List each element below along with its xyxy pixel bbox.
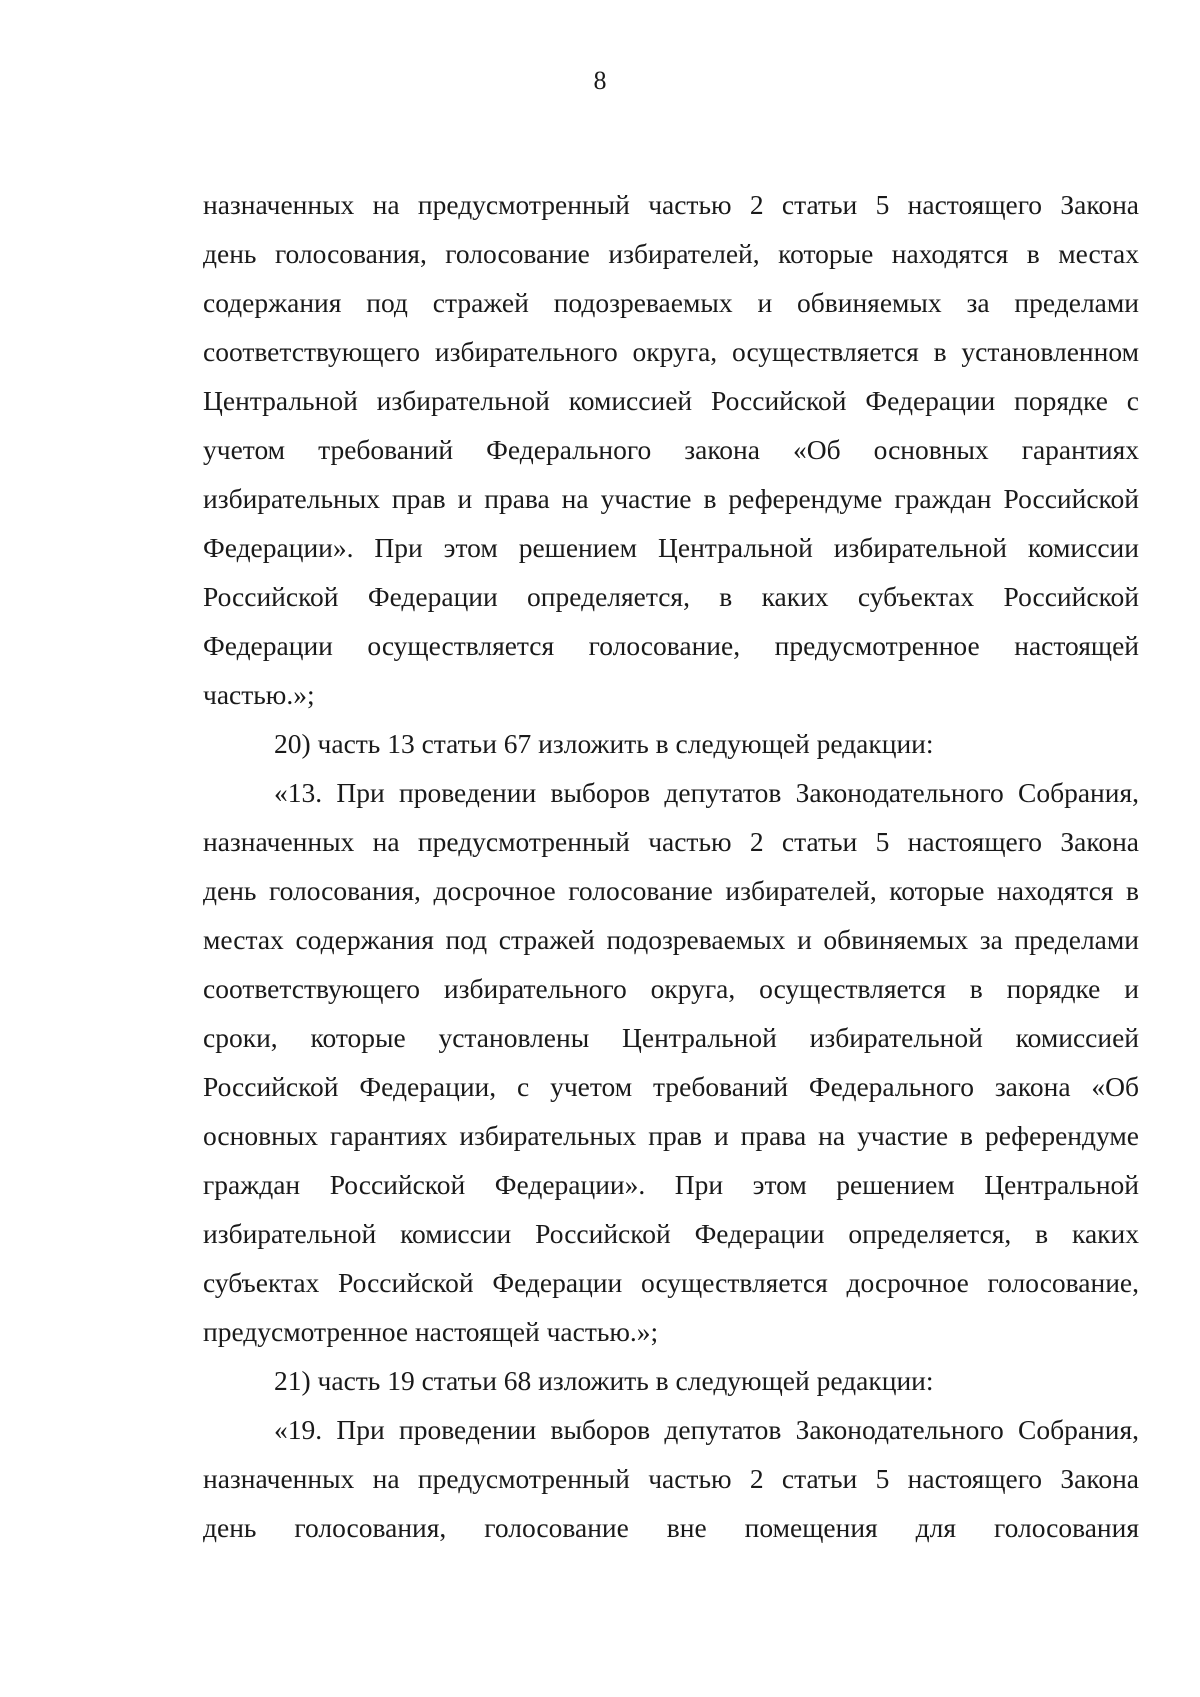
text-line: основных гарантиях избирательных прав и права на участие в референдуме (203, 1120, 1139, 1151)
text-line: Российской Федерации, с учетом требований Федерального закона «Об (203, 1071, 1139, 1102)
page-number: 8 (593, 66, 607, 95)
document-body (203, 180, 1139, 1552)
text-line: день голосования, досрочное голосование избирателей, которые находятся в (203, 875, 1139, 906)
text-line: учетом требований Федерального закона «Об основных гарантиях (203, 434, 1139, 465)
text-line: назначенных на предусмотренный частью 2 статьи 5 настоящего Закона (203, 826, 1139, 857)
text-line: назначенных на предусмотренный частью 2 статьи 5 настоящего Закона (203, 1463, 1139, 1494)
text-line: избирательной комиссии Российской Федерации определяется, в каких (203, 1218, 1139, 1249)
item-heading-20: 20) часть 13 статьи 67 изложить в следующей редакции: (274, 728, 934, 759)
text-line: содержания под стражей подозреваемых и обвиняемых за пределами (203, 287, 1139, 318)
text-line: субъектах Российской Федерации осуществляется досрочное голосование, (203, 1267, 1139, 1298)
text-line: граждан Российской Федерации». При этом решением Центральной (203, 1169, 1139, 1200)
text-line: соответствующего избирательного округа, осуществляется в порядке и (203, 973, 1139, 1004)
text-line: Центральной избирательной комиссией Российской Федерации порядке с (203, 385, 1139, 416)
text-line: «19. При проведении выборов депутатов Законодательного Собрания, (274, 1414, 1139, 1445)
text-line: Российской Федерации определяется, в каких субъектах Российской (203, 581, 1139, 612)
text-line: сроки, которые установлены Центральной избирательной комиссией (203, 1022, 1139, 1053)
text-line: день голосования, голосование вне помещения для голосования (203, 1512, 1139, 1543)
item-heading-21: 21) часть 19 статьи 68 изложить в следующей редакции: (274, 1365, 934, 1396)
text-line: избирательных прав и права на участие в референдуме граждан Российской (203, 483, 1139, 514)
text-line: «13. При проведении выборов депутатов Законодательного Собрания, (274, 777, 1139, 808)
text-line: назначенных на предусмотренный частью 2 статьи 5 настоящего Закона (203, 189, 1139, 220)
text-line: соответствующего избирательного округа, осуществляется в установленном (203, 336, 1139, 367)
text-line: частью.»; (203, 679, 315, 710)
text-line: Федерации осуществляется голосование, предусмотренное настоящей (203, 630, 1139, 661)
text-line: день голосования, голосование избирателей, которые находятся в местах (203, 238, 1139, 269)
text-line: местах содержания под стражей подозреваемых и обвиняемых за пределами (203, 924, 1139, 955)
text-line: предусмотренное настоящей частью.»; (203, 1316, 659, 1347)
text-line: Федерации». При этом решением Центральной избирательной комиссии (203, 532, 1139, 563)
